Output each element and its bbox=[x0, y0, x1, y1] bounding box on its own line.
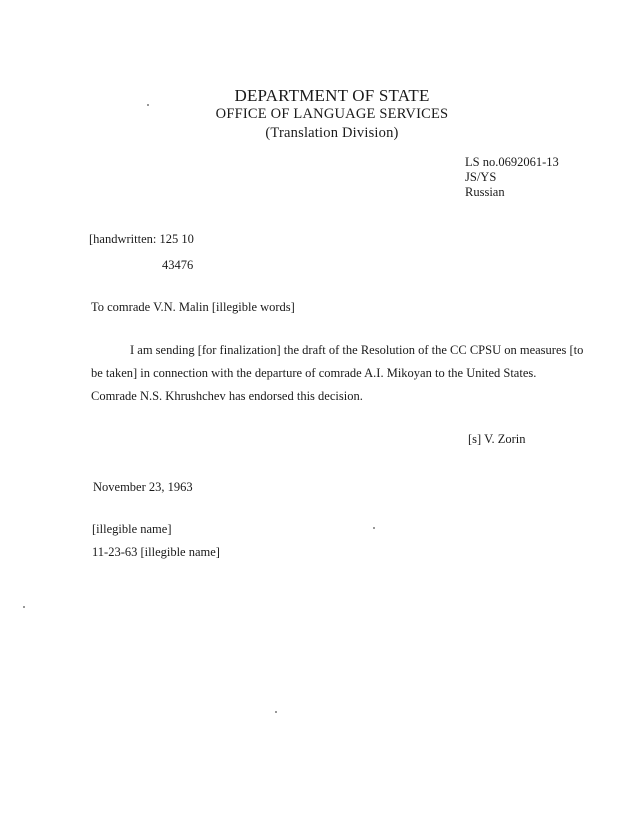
office-heading: OFFICE OF LANGUAGE SERVICES bbox=[215, 106, 449, 122]
signature-line: [s] V. Zorin bbox=[468, 432, 526, 446]
addressee-line: To comrade V.N. Malin [illegible words] bbox=[91, 300, 295, 314]
scan-speck bbox=[23, 606, 25, 608]
body-paragraph-line1: I am sending [for finalization] the draft of the Resolution of the CC CPSU on measures [to bbox=[130, 343, 584, 357]
illegible-name-line: [illegible name] bbox=[92, 522, 172, 536]
department-heading: DEPARTMENT OF STATE bbox=[234, 86, 430, 105]
letter-date: November 23, 1963 bbox=[93, 480, 193, 494]
source-language: Russian bbox=[465, 185, 505, 199]
body-paragraph-line3: Comrade N.S. Khrushchev has endorsed this decision. bbox=[91, 389, 363, 403]
handwritten-note-line2: 43476 bbox=[162, 258, 194, 272]
scan-speck bbox=[275, 711, 277, 713]
dated-illegible-name-line: 11-23-63 [illegible name] bbox=[92, 545, 220, 559]
scan-speck bbox=[373, 527, 375, 529]
scan-speck bbox=[147, 104, 149, 106]
division-heading: (Translation Division) bbox=[265, 125, 399, 141]
translator-initials: JS/YS bbox=[465, 170, 497, 184]
ls-number: LS no.0692061-13 bbox=[465, 155, 559, 169]
handwritten-note-line1: [handwritten: 125 10 bbox=[89, 232, 194, 246]
body-paragraph-line2: be taken] in connection with the departure of comrade A.I. Mikoyan to the United States. bbox=[91, 366, 537, 380]
